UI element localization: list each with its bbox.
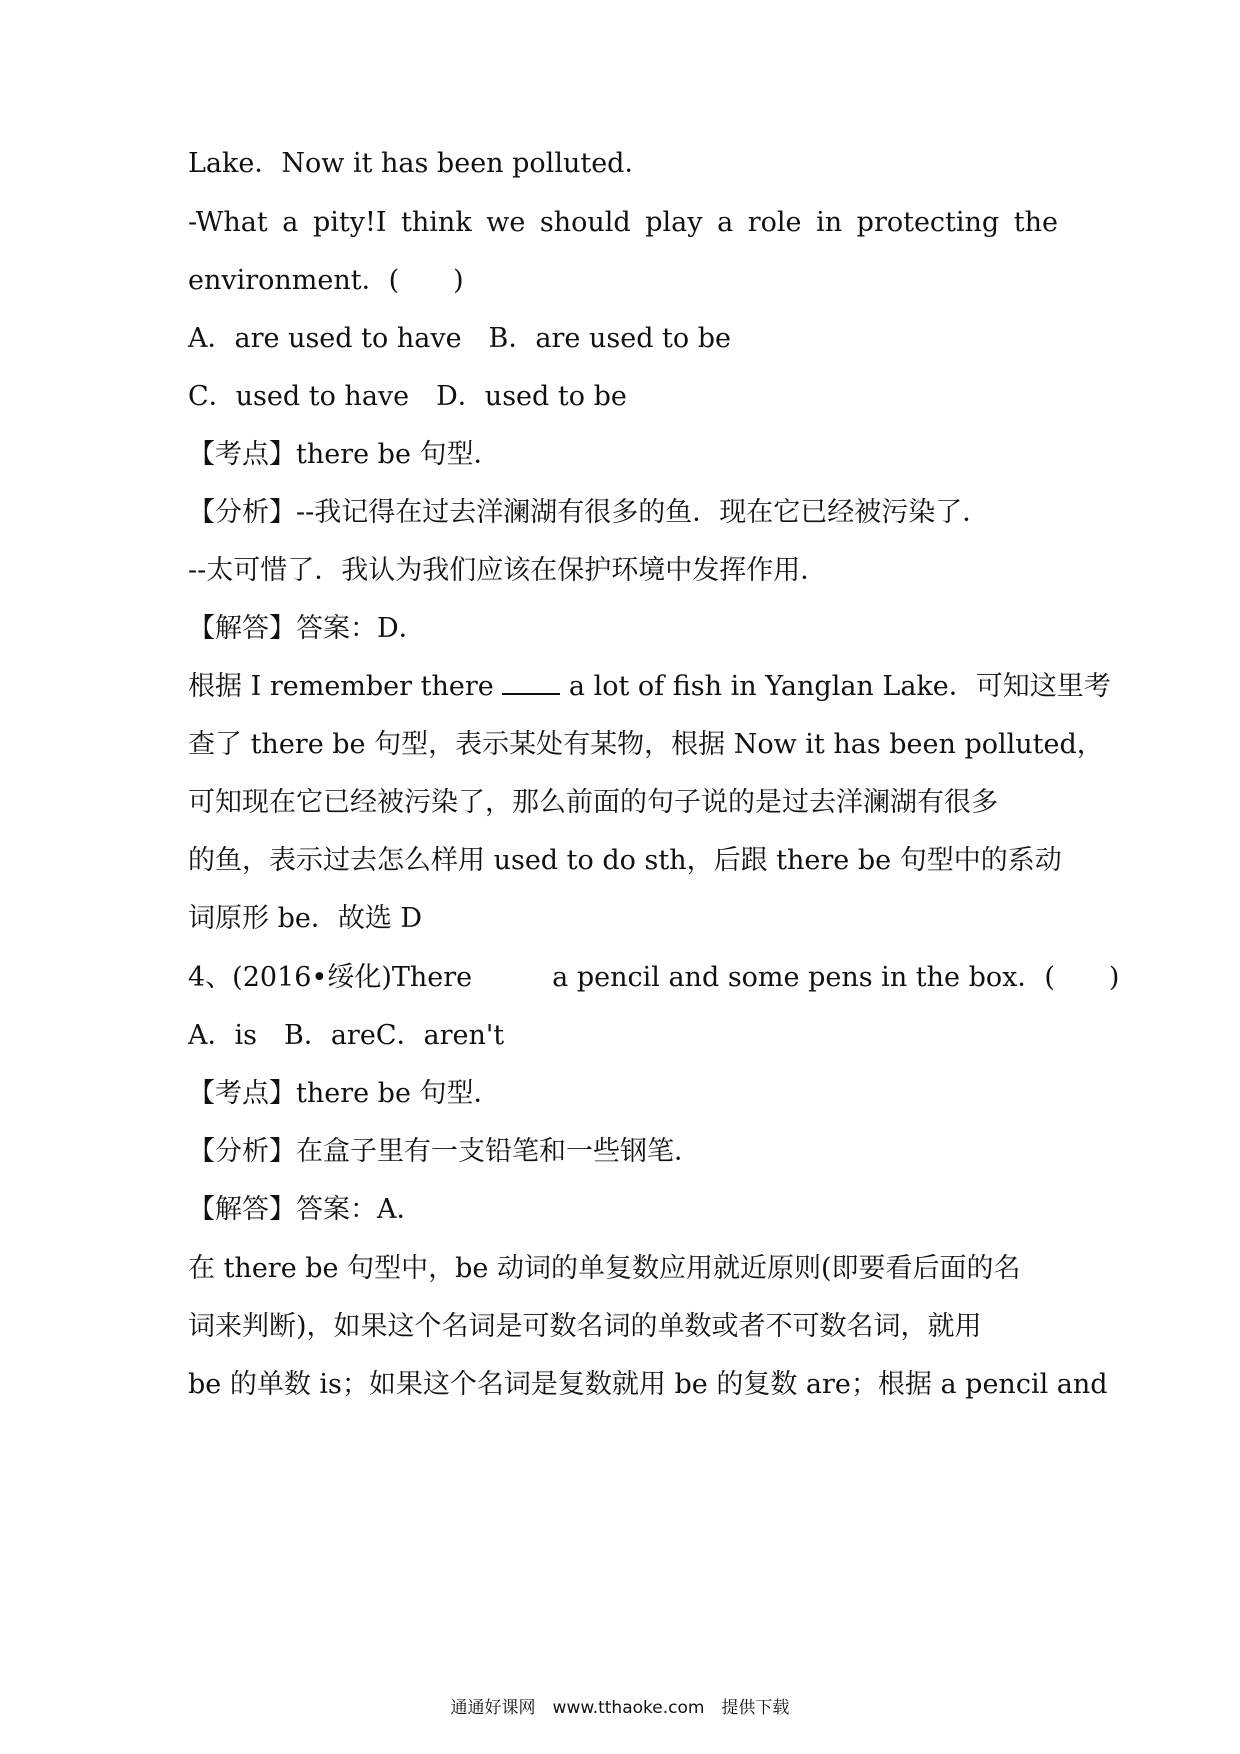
jieda-line: 【解答】答案：D． — [188, 613, 426, 644]
answer-blank — [502, 671, 560, 695]
explanation-line: 在 there be 句型中，be 动词的单复数应用就近原则(即要看后面的名 — [188, 1253, 1021, 1284]
fenxi-line: 【分析】在盒子里有一支铅笔和一些钢笔． — [188, 1136, 701, 1167]
explanation-line: 词来判断)，如果这个名词是可数名词的单数或者不可数名词，就用 — [188, 1311, 982, 1342]
option-line: A．are used to have B．are used to be — [188, 323, 732, 354]
jieda-line: 【解答】答案：A． — [188, 1194, 424, 1225]
explanation-line: be 的单数 is；如果这个名词是复数就用 be 的复数 are；根据 a pencil and — [188, 1369, 1108, 1400]
text-line: Lake．Now it has been polluted． — [188, 148, 652, 179]
page-footer: 通通好课网 www.tthaoke.com 提供下载 — [450, 1698, 790, 1718]
explanation-line — [188, 669, 1111, 705]
explanation-line: 可知现在它已经被污染了，那么前面的句子说的是过去洋澜湖有很多 — [188, 787, 998, 818]
explanation-line: 的鱼，表示过去怎么样用 used to do sth，后跟 there be 句型中的系动 — [188, 845, 1062, 876]
text-line: --太可惜了．我认为我们应该在保护环境中发挥作用． — [188, 555, 828, 586]
text-segment: a lot of fish in Yanglan Lake．可知这里考 — [560, 671, 1111, 702]
text-segment: 根据 I remember there — [188, 671, 503, 702]
text-line: -What a pity!I think we should play a role in protecting the — [188, 207, 1058, 238]
option-line: A．is B．areC．aren't — [188, 1020, 505, 1051]
text-segment: a pencil and some pens in the box．( ) — [552, 962, 1120, 993]
kaodian-line: 【考点】there be 句型． — [188, 439, 501, 470]
option-line: C．used to have D．used to be — [188, 381, 627, 412]
fenxi-line: 【分析】--我记得在过去洋澜湖有很多的鱼．现在它已经被污染了． — [188, 497, 990, 528]
explanation-line: 词原形 be．故选 D — [188, 903, 423, 934]
text-segment: 4、(2016•绥化)There — [188, 962, 473, 993]
question-line — [188, 960, 1120, 996]
explanation-line: 查了 there be 句型，表示某处有某物，根据 Now it has been polluted， — [188, 729, 1104, 760]
text-line: environment．( ) — [188, 265, 464, 296]
kaodian-line: 【考点】there be 句型． — [188, 1078, 501, 1109]
